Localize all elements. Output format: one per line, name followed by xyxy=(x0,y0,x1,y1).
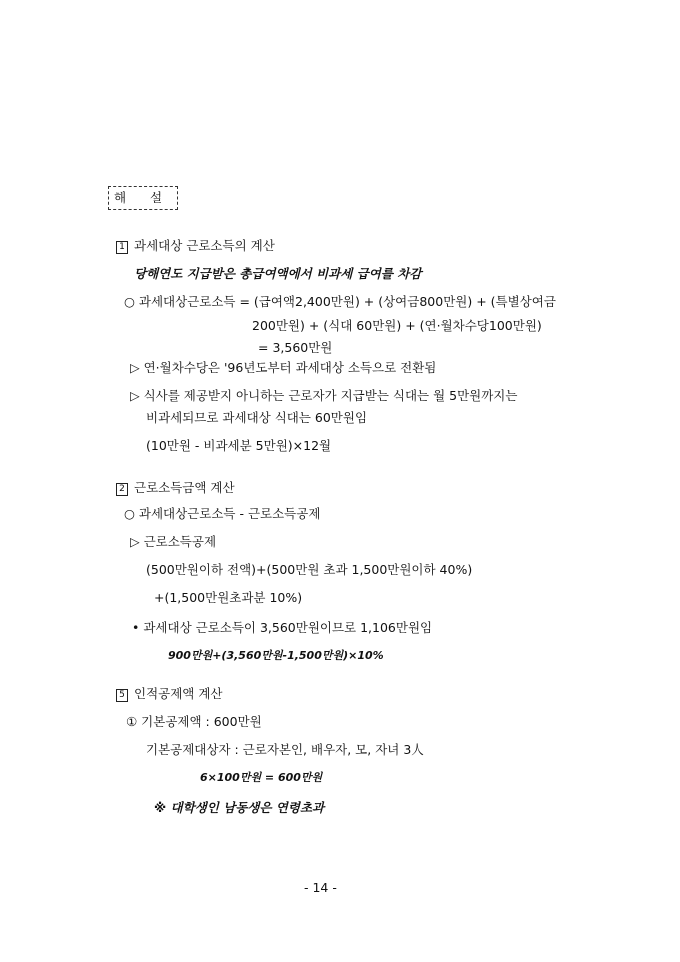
section3-handwritten1: 6×100만원 = 600만원 xyxy=(200,771,323,784)
section1-heading xyxy=(116,238,275,254)
section3-number: 5 xyxy=(116,689,128,702)
section1-bullet2-line2: 비과세되므로 과세대상 식대는 60만원임 xyxy=(146,410,368,425)
section1-title: 과세대상 근로소득의 계산 xyxy=(134,238,275,253)
section1-handwritten-note: 당해연도 지급받은 총급여액에서 비과세 급여를 차감 xyxy=(134,266,422,281)
section1-number: 1 xyxy=(116,241,128,254)
section2-heading xyxy=(116,480,235,496)
section2-handwritten: 900만원+(3,560만원-1,500만원)×10% xyxy=(168,649,384,662)
section1-formula-line3: = 3,560만원 xyxy=(258,340,333,355)
section2-title: 근로소득금액 계산 xyxy=(134,480,235,495)
section3-item1-detail: 기본공제대상자 : 근로자본인, 배우자, 모, 자녀 3人 xyxy=(146,742,424,757)
section1-formula-line1: ○ 과세대상근로소득 = (급여액2,400만원) + (상여금800만원) + (특별상여금 xyxy=(124,294,556,309)
section2-line4: +(1,500만원초과분 10%) xyxy=(154,590,303,605)
section3-title: 인적공제액 계산 xyxy=(134,686,223,701)
page-number: - 14 - xyxy=(304,880,337,895)
section1-bullet2-line3: (10만원 - 비과세분 5만원)×12월 xyxy=(146,438,332,453)
section1-formula-line2: 200만원) + (식대 60만원) + (연·월차수당100만원) xyxy=(252,318,542,333)
section2-line1: ○ 과세대상근로소득 - 근로소득공제 xyxy=(124,506,321,521)
section3-heading xyxy=(116,686,223,702)
section2-line5: • 과세대상 근로소득이 3,560만원이므로 1,106만원임 xyxy=(132,620,433,635)
section2-line3: (500만원이하 전액)+(500만원 초과 1,500만원이하 40%) xyxy=(146,562,473,577)
section3-item1: ① 기본공제액 : 600만원 xyxy=(126,714,262,729)
section2-number: 2 xyxy=(116,483,128,496)
header-box-label: 해 설 xyxy=(108,186,178,210)
section1-bullet2-line1: ▷ 식사를 제공받지 아니하는 근로자가 지급받는 식대는 월 5만원까지는 xyxy=(130,388,518,403)
section3-handwritten2: ※ 대학생인 남동생은 연령초과 xyxy=(154,800,325,815)
section1-bullet1: ▷ 연·월차수당은 '96년도부터 과세대상 소득으로 전환됨 xyxy=(130,360,437,375)
section2-line2: ▷ 근로소득공제 xyxy=(130,534,217,549)
